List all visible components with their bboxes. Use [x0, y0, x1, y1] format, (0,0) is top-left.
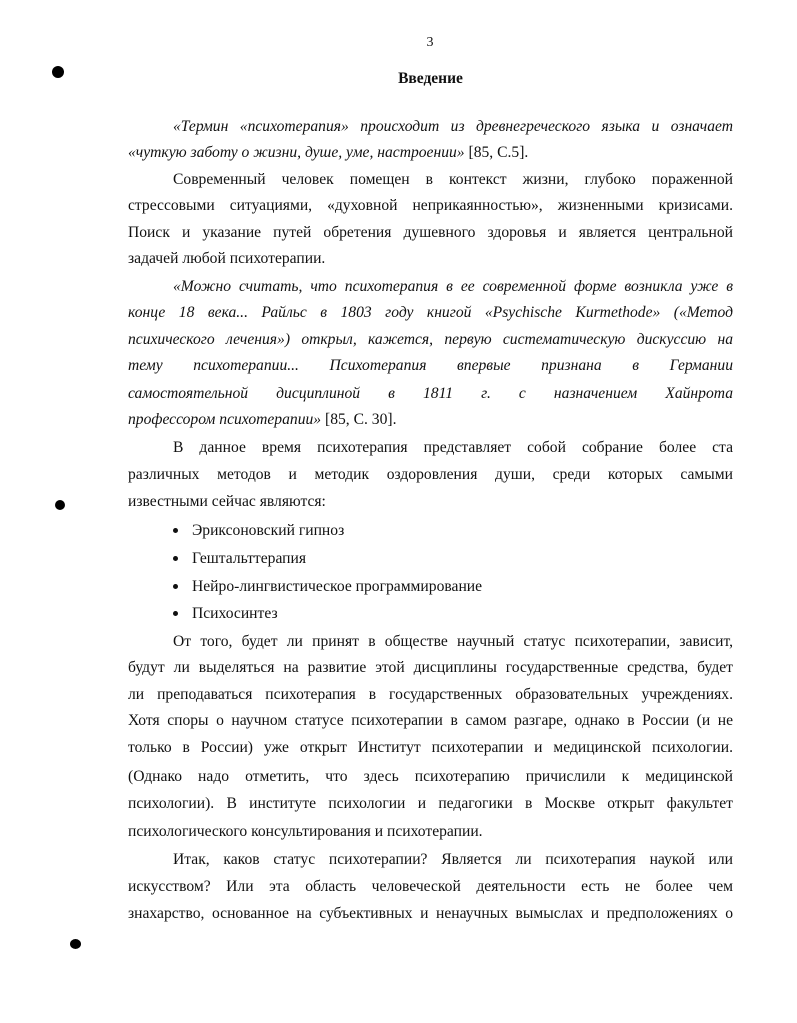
- list-item-text: Гештальттерапия: [192, 550, 307, 567]
- line-text: будут ли выделяться на развитие этой дисциплины государственные средства, будет: [128, 659, 733, 676]
- line-text: Современный человек помещен в контекст жизни, глубоко пораженной: [173, 171, 733, 188]
- line-text: профессором психотерапии»: [128, 411, 322, 428]
- line-text: психического лечения») открыл, кажется, первую систематическую дискуссию на: [128, 331, 733, 348]
- paragraph-line: [128, 767, 733, 787]
- paragraph-line: [128, 711, 733, 731]
- paragraph-line: [173, 850, 733, 870]
- list-item: [173, 521, 344, 541]
- list-item: [173, 577, 482, 597]
- scan-mark: [52, 66, 64, 78]
- bullet-icon: [173, 556, 178, 561]
- line-text: различных методов и методик оздоровления души, среди которых самыми: [128, 466, 733, 483]
- bullet-icon: [173, 528, 178, 533]
- line-text: тему психотерапии... Психотерапия впервые признана в Германии: [128, 357, 733, 374]
- line-text: ли преподаваться психотерапия в государственных образовательных учреждениях.: [128, 686, 733, 703]
- paragraph-line: [128, 658, 733, 678]
- line-text: самостоятельной дисциплиной в 1811 г. с назначением Хайнрота: [128, 385, 733, 402]
- line-text: «Термин «психотерапия» происходит из древнегреческого языка и означает: [173, 118, 733, 135]
- line-text: психологии). В институте психологии и педагогики в Москве открыт факультет: [128, 795, 733, 812]
- line-text: В данное время психотерапия представляет собой собрание более ста: [173, 439, 733, 456]
- paragraph-line: [128, 196, 733, 216]
- list-item-text: Нейро-лингвистическое программирование: [192, 578, 483, 595]
- line-text: «Можно считать, что психотерапия в ее современной форме возникла уже в: [173, 278, 733, 295]
- paragraph-line: [128, 143, 733, 163]
- scan-mark: [70, 939, 81, 949]
- paragraph-line: [173, 632, 733, 652]
- paragraph-line: [128, 465, 733, 485]
- paragraph-line: [173, 170, 733, 190]
- scan-mark: [55, 500, 65, 510]
- line-text: искусством? Или эта область человеческой деятельности есть не более чем: [128, 878, 733, 895]
- paragraph-line: [173, 277, 733, 297]
- line-text: задачей любой психотерапии.: [128, 250, 326, 267]
- paragraph-line: [128, 249, 733, 269]
- paragraph-line: [128, 904, 733, 924]
- line-text: психологического консультирования и психотерапии.: [128, 823, 483, 840]
- paragraph-line: [128, 794, 733, 814]
- paragraph-line: [173, 117, 733, 137]
- paragraph-line: [128, 356, 733, 376]
- paragraph-line: [128, 410, 733, 430]
- bullet-icon: [173, 611, 178, 616]
- paragraph-line: [128, 738, 733, 758]
- line-text: (Однако надо отметить, что здесь психотерапию причислили к медицинской: [128, 768, 733, 785]
- paragraph-line: [128, 223, 733, 243]
- paragraph-line: [128, 685, 733, 705]
- line-text: Поиск и указание путей обретения душевного здоровья и является центральной: [128, 224, 733, 241]
- paragraph-line: [128, 330, 733, 350]
- line-text: стрессовыми ситуациями, «духовной неприкаянностью», жизненными кризисами.: [128, 197, 733, 214]
- line-text: известными сейчас являются:: [128, 493, 326, 510]
- line-text: Хотя споры о научном статусе психотерапии в самом разгаре, однако в России (и не: [128, 712, 733, 729]
- line-text: знахарство, основанное на субъективных и ненаучных вымыслах и предположениях о: [128, 905, 733, 922]
- list-item-text: Психосинтез: [192, 605, 278, 622]
- list-item: [173, 604, 278, 624]
- list-item-text: Эриксоновский гипноз: [192, 522, 345, 539]
- line-text: только в России) уже открыт Институт психотерапии и медицинской психологии.: [128, 739, 733, 756]
- line-text: От того, будет ли принят в обществе научный статус психотерапии, зависит,: [173, 633, 733, 650]
- paragraph-line: [128, 492, 733, 512]
- paragraph-line: [128, 822, 733, 842]
- bullet-icon: [173, 584, 178, 589]
- list-item: [173, 549, 306, 569]
- page-number: 3: [426, 35, 434, 50]
- citation: [85, С. 30].: [325, 411, 397, 428]
- paragraph-line: [173, 438, 733, 458]
- citation: [85, С.5].: [468, 144, 529, 161]
- paragraph-line: [128, 303, 733, 323]
- paragraph-line: [128, 384, 733, 404]
- line-text: Итак, каков статус психотерапии? Является ли психотерапия наукой или: [173, 851, 733, 868]
- section-title: Введение: [398, 70, 463, 87]
- line-text: конце 18 века... Райльс в 1803 году книгой «Psychische Kurmethode» («Метод: [128, 304, 733, 321]
- paragraph-line: [128, 877, 733, 897]
- line-text: «чуткую заботу о жизни, душе, уме, настроении»: [128, 144, 465, 161]
